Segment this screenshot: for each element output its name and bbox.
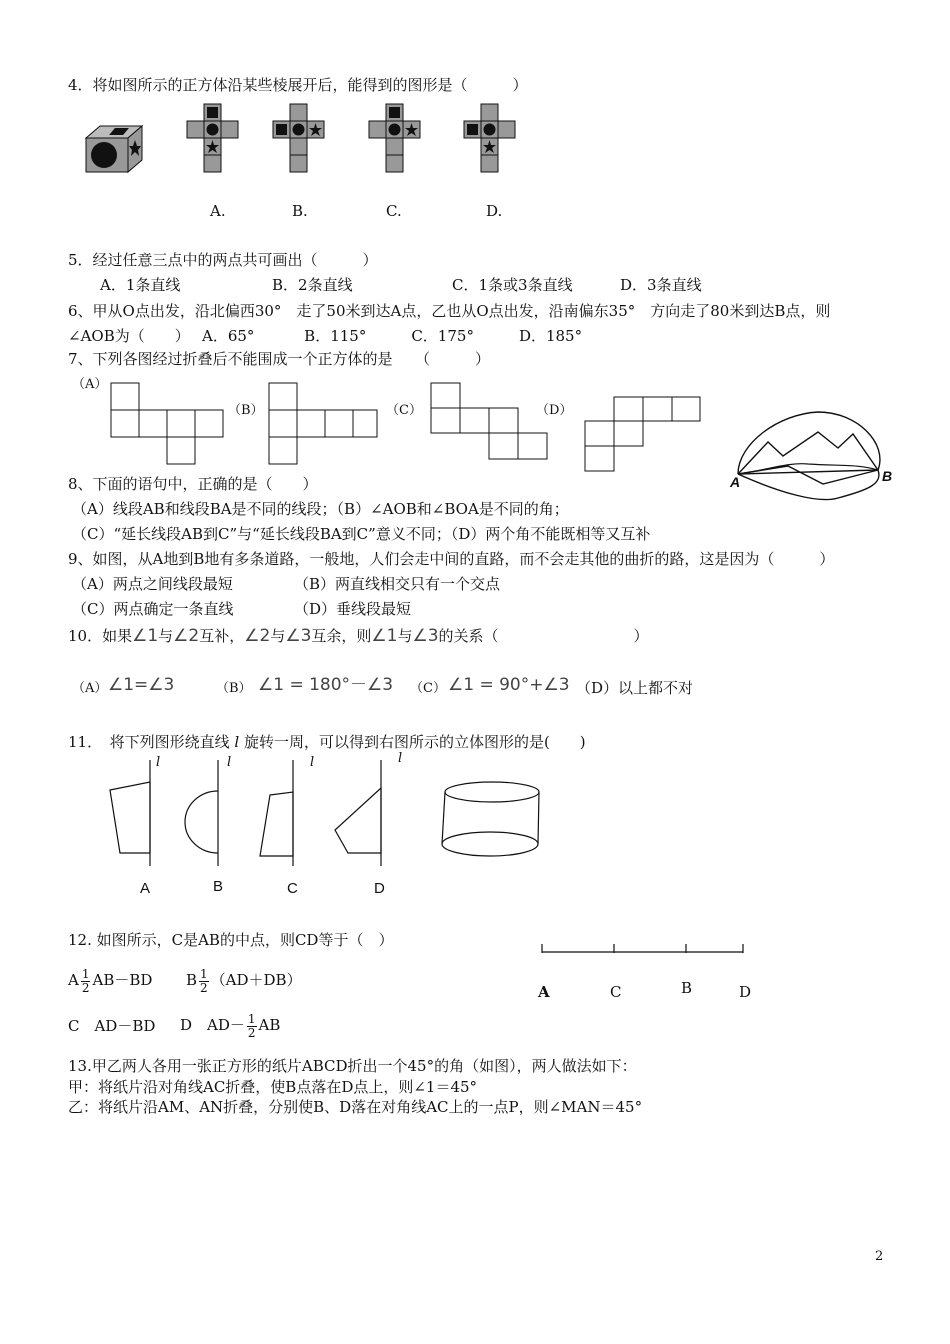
q9-option-b: （B）两直线相交只有一个交点 bbox=[294, 575, 501, 593]
q12-option-a-text: AB－BD bbox=[92, 971, 153, 989]
q9-stem: 9、如图，从A地到B地有多条道路，一般地，人们会走中间的直路，而不会走其他的曲折的路，这是因为（ ） bbox=[68, 550, 835, 568]
q5-option-d: D．3条直线 bbox=[620, 276, 702, 294]
q7-label-a: （A） bbox=[72, 377, 108, 392]
q12-stem: 12. 如图所示，C是AB的中点，则CD等于（ ） bbox=[68, 931, 394, 949]
q11-line-label-b: l bbox=[227, 755, 232, 770]
q9-option-d: （D）垂线段最短 bbox=[294, 600, 412, 618]
page-number: 2 bbox=[875, 1249, 884, 1264]
cube-figure bbox=[84, 122, 144, 174]
q12-option-d-label: D AD－ bbox=[180, 1016, 245, 1034]
q12-point-d: D bbox=[739, 983, 752, 1001]
q12-point-c: C bbox=[610, 983, 622, 1001]
q5-stem: 5．经过任意三点中的两点共可画出（ ） bbox=[68, 251, 378, 269]
q6-line2: ∠AOB为（ ） A．65° B．115° C．175° D．185° bbox=[68, 327, 583, 345]
q12-b-num: 1 bbox=[200, 966, 208, 981]
q12-option-a bbox=[68, 960, 152, 1000]
q11-option-d: D bbox=[374, 880, 385, 897]
q10-option-b-label: （B） bbox=[216, 681, 252, 696]
q7-net-d bbox=[584, 396, 702, 474]
q12-a-den: 2 bbox=[81, 980, 90, 995]
q12-option-d bbox=[180, 1005, 280, 1045]
roads-label-a: A bbox=[730, 474, 741, 490]
q10-text: 互余，则 bbox=[311, 627, 372, 645]
q10-option-b: ∠1 = 180°－∠3 bbox=[258, 675, 394, 695]
q8-stem: 8、下面的语句中，正确的是（ ） bbox=[68, 475, 318, 493]
roads-figure bbox=[728, 404, 898, 494]
q10-text: 互补， bbox=[199, 627, 245, 645]
q11-line-label-d: l bbox=[398, 751, 403, 766]
net-option-a bbox=[186, 104, 240, 174]
q12-d-num: 1 bbox=[247, 1011, 256, 1026]
q6-line1: 6、甲从O点出发，沿北偏西30° 走了50米到达A点，乙也从O点出发，沿南偏东35° 方向走了80米到达B点，则 bbox=[68, 302, 831, 320]
q10-text: 与 bbox=[158, 627, 174, 645]
q7-label-c: （C） bbox=[386, 403, 422, 418]
q11-option-b: B bbox=[213, 878, 224, 895]
roads-label-b: B bbox=[882, 468, 893, 484]
q4-stem: 4．将如图所示的正方体沿某些棱展开后，能得到的图形是（ ） bbox=[68, 76, 528, 94]
q10-text: 与 bbox=[270, 627, 286, 645]
q12-option-b-label: B bbox=[186, 971, 198, 989]
q10-option-d: （D）以上都不对 bbox=[576, 679, 694, 697]
q12-b-den: 2 bbox=[200, 980, 208, 995]
q11-stem-post: 旋转一周，可以得到右图所示的立体图形的是( ) bbox=[239, 733, 586, 751]
q7-net-a bbox=[110, 382, 226, 466]
q13-yi: 乙：将纸片沿AM、AN折叠，分别使B、D落在对角线AC上的一点P，则∠MAN＝45° bbox=[68, 1098, 643, 1116]
q10-angle-2: ∠2 bbox=[173, 626, 200, 646]
q12-option-b-text: （AD＋DB） bbox=[210, 971, 302, 989]
q10-stem bbox=[68, 627, 649, 645]
q12-option-c: C AD－BD bbox=[68, 1017, 156, 1035]
q10-angle-3: ∠3 bbox=[285, 626, 312, 646]
q10-angle-2b: ∠2 bbox=[244, 626, 271, 646]
net-option-c bbox=[368, 104, 422, 174]
q12-option-b bbox=[186, 960, 302, 1000]
q11-stem bbox=[68, 733, 586, 751]
half-fraction bbox=[247, 1013, 257, 1040]
q8-line2: （C）“延长线段AB到C”与“延长线段BA到C”意义不同；（D）两个角不能既相等又互补 bbox=[72, 525, 651, 543]
q10-text: 的关系（ ） bbox=[438, 627, 649, 645]
q12-a-num: 1 bbox=[81, 966, 90, 981]
net-option-b bbox=[272, 104, 326, 174]
q11-line-label-c: l bbox=[310, 755, 315, 770]
q12-option-d-text: AB bbox=[258, 1016, 281, 1034]
q4-option-b: B. bbox=[292, 202, 308, 220]
q5-option-c: C．1条或3条直线 bbox=[452, 276, 573, 294]
q10-option-c-label: （C） bbox=[410, 681, 446, 696]
q12-option-a-label: A bbox=[68, 971, 79, 989]
q5-option-a: A．1条直线 bbox=[100, 276, 181, 294]
q8-line1: （A）线段AB和线段BA是不同的线段；（B）∠AOB和∠BOA是不同的角； bbox=[72, 500, 569, 518]
net-option-d bbox=[463, 104, 517, 174]
q10-angle-1b: ∠1 bbox=[371, 626, 398, 646]
q4-option-c: C. bbox=[386, 202, 402, 220]
q11-line-label-a: l bbox=[156, 755, 161, 770]
q10-option-a: ∠1=∠3 bbox=[108, 675, 175, 695]
q7-label-d: （D） bbox=[536, 403, 573, 418]
q11-figures bbox=[100, 758, 560, 868]
q12-point-b: B bbox=[681, 979, 693, 997]
q12-d-den: 2 bbox=[247, 1025, 256, 1040]
q5-option-b: B．2条直线 bbox=[272, 276, 353, 294]
q11-stem-l: l bbox=[234, 733, 240, 751]
q7-net-c bbox=[430, 382, 550, 462]
q9-option-c: （C）两点确定一条直线 bbox=[72, 600, 234, 618]
q7-label-b: （B） bbox=[228, 403, 264, 418]
q4-option-a: A. bbox=[210, 202, 226, 220]
q7-net-b bbox=[268, 382, 380, 466]
q11-option-c: C bbox=[287, 880, 298, 897]
q10-pre: 10．如果 bbox=[68, 627, 133, 645]
q10-angle-3b: ∠3 bbox=[412, 626, 439, 646]
q13-jia: 甲：将纸片沿对角线AC折叠，使B点落在D点上，则∠1＝45° bbox=[68, 1078, 478, 1096]
q10-option-a-label: （A） bbox=[72, 681, 108, 696]
q10-option-c: ∠1 = 90°+∠3 bbox=[448, 675, 570, 695]
q11-stem-pre: 11． 将下列图形绕直线 bbox=[68, 733, 235, 751]
q12-point-a: A bbox=[538, 983, 550, 1001]
q4-option-d: D. bbox=[486, 202, 503, 220]
half-fraction bbox=[81, 968, 91, 995]
q12-segment-figure bbox=[540, 940, 750, 960]
q10-angle-1: ∠1 bbox=[132, 626, 159, 646]
q7-stem: 7、下列各图经过折叠后不能围成一个正方体的是 （ ） bbox=[68, 350, 491, 368]
half-fraction bbox=[199, 968, 209, 995]
q9-option-a: （A）两点之间线段最短 bbox=[72, 575, 233, 593]
q13-stem: 13.甲乙两人各用一张正方形的纸片ABCD折出一个45°的角（如图），两人做法如下： bbox=[68, 1057, 637, 1075]
q10-text: 与 bbox=[397, 627, 413, 645]
q11-option-a: A bbox=[140, 880, 151, 897]
